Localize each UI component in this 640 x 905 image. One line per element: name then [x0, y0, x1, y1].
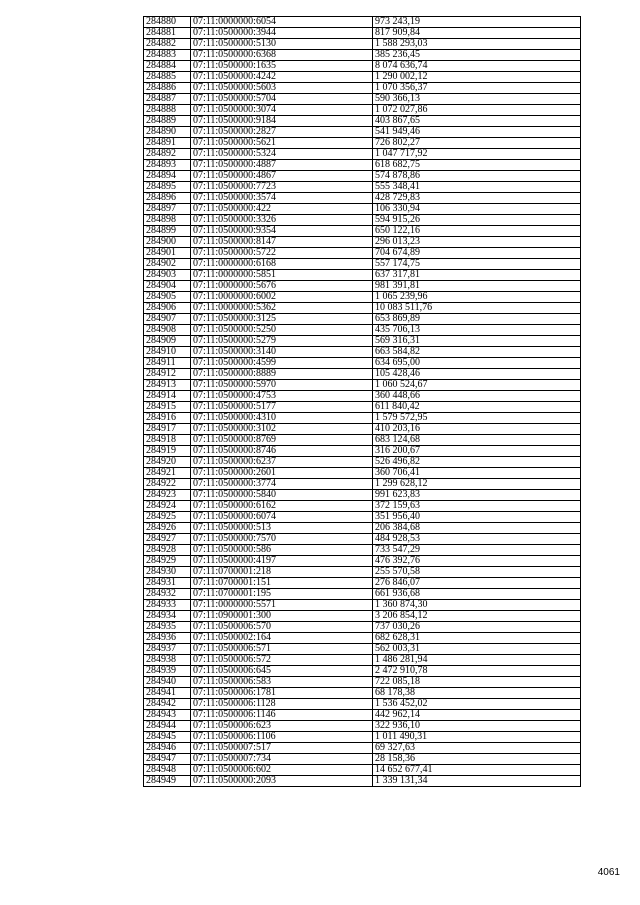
- row-index-cell: 284923: [144, 490, 191, 501]
- table-row: [144, 369, 581, 380]
- value-cell: 360 448,66: [373, 391, 581, 402]
- table-row: [144, 193, 581, 204]
- value-cell: 28 158,36: [373, 754, 581, 765]
- cadastral-number-cell: 07:11:0500000:6074: [191, 512, 373, 523]
- row-index-cell: 284918: [144, 435, 191, 446]
- value-cell: 574 878,86: [373, 171, 581, 182]
- cadastral-number-cell: 07:11:0700001:195: [191, 589, 373, 600]
- row-index-cell: 284895: [144, 182, 191, 193]
- value-cell: 69 327,63: [373, 743, 581, 754]
- cadastral-number-cell: 07:11:0500000:3326: [191, 215, 373, 226]
- row-index-cell: 284894: [144, 171, 191, 182]
- row-index-cell: 284913: [144, 380, 191, 391]
- row-index-cell: 284917: [144, 424, 191, 435]
- cadastral-number-cell: 07:11:0000000:5362: [191, 303, 373, 314]
- table-row: [144, 149, 581, 160]
- value-cell: 726 802,27: [373, 138, 581, 149]
- row-index-cell: 284902: [144, 259, 191, 270]
- value-cell: 14 652 677,41: [373, 765, 581, 776]
- table-row: [144, 215, 581, 226]
- row-index-cell: 284898: [144, 215, 191, 226]
- value-cell: 1 299 628,12: [373, 479, 581, 490]
- table-row: [144, 655, 581, 666]
- cadastral-number-cell: 07:11:0500006:572: [191, 655, 373, 666]
- cadastral-number-cell: 07:11:0500000:6237: [191, 457, 373, 468]
- table-row: [144, 556, 581, 567]
- cadastral-number-cell: 07:11:0500000:2827: [191, 127, 373, 138]
- value-cell: 653 869,89: [373, 314, 581, 325]
- table-row: [144, 347, 581, 358]
- value-cell: 682 628,31: [373, 633, 581, 644]
- page-number: 4061: [597, 867, 620, 878]
- cadastral-number-cell: 07:11:0000000:5571: [191, 600, 373, 611]
- table-row: [144, 545, 581, 556]
- cadastral-number-cell: 07:11:0500000:1635: [191, 61, 373, 72]
- value-cell: 526 496,82: [373, 457, 581, 468]
- cadastral-number-cell: 07:11:0500000:5324: [191, 149, 373, 160]
- value-cell: 1 486 281,94: [373, 655, 581, 666]
- cadastral-number-cell: 07:11:0500000:5279: [191, 336, 373, 347]
- value-cell: 541 949,46: [373, 127, 581, 138]
- row-index-cell: 284939: [144, 666, 191, 677]
- row-index-cell: 284907: [144, 314, 191, 325]
- table-row: [144, 391, 581, 402]
- table-row: [144, 336, 581, 347]
- cadastral-number-cell: 07:11:0500000:6368: [191, 50, 373, 61]
- row-index-cell: 284916: [144, 413, 191, 424]
- value-cell: 403 867,65: [373, 116, 581, 127]
- row-index-cell: 284943: [144, 710, 191, 721]
- row-index-cell: 284947: [144, 754, 191, 765]
- table-row: [144, 710, 581, 721]
- cadastral-number-cell: 07:11:0500006:571: [191, 644, 373, 655]
- value-cell: 1 339 131,34: [373, 776, 581, 787]
- row-index-cell: 284929: [144, 556, 191, 567]
- table-row: [144, 688, 581, 699]
- row-index-cell: 284883: [144, 50, 191, 61]
- cadastral-number-cell: 07:11:0500007:734: [191, 754, 373, 765]
- table-row: [144, 160, 581, 171]
- cadastral-number-cell: 07:11:0500000:422: [191, 204, 373, 215]
- cadastral-number-cell: 07:11:0500000:3944: [191, 28, 373, 39]
- cadastral-number-cell: 07:11:0500006:623: [191, 721, 373, 732]
- table-row: [144, 182, 581, 193]
- cadastral-number-cell: 07:11:0500000:8147: [191, 237, 373, 248]
- row-index-cell: 284938: [144, 655, 191, 666]
- value-cell: 1 011 490,31: [373, 732, 581, 743]
- value-cell: 1 060 524,67: [373, 380, 581, 391]
- table-row: [144, 413, 581, 424]
- cadastral-number-cell: 07:11:0500000:5970: [191, 380, 373, 391]
- table-row: [144, 765, 581, 776]
- table-row: [144, 61, 581, 72]
- row-index-cell: 284928: [144, 545, 191, 556]
- value-cell: 722 085,18: [373, 677, 581, 688]
- table-row: [144, 292, 581, 303]
- value-cell: 618 682,75: [373, 160, 581, 171]
- cadastral-number-cell: 07:11:0500006:1781: [191, 688, 373, 699]
- row-index-cell: 284884: [144, 61, 191, 72]
- value-cell: 973 243,19: [373, 17, 581, 28]
- row-index-cell: 284912: [144, 369, 191, 380]
- value-cell: 981 391,81: [373, 281, 581, 292]
- value-cell: 2 472 910,78: [373, 666, 581, 677]
- row-index-cell: 284942: [144, 699, 191, 710]
- table-row: [144, 611, 581, 622]
- value-cell: 1 072 027,86: [373, 105, 581, 116]
- row-index-cell: 284948: [144, 765, 191, 776]
- cadastral-number-cell: 07:11:0000000:5851: [191, 270, 373, 281]
- cadastral-value-table: [143, 16, 581, 787]
- value-cell: 569 316,31: [373, 336, 581, 347]
- table-row: [144, 523, 581, 534]
- value-cell: 991 623,83: [373, 490, 581, 501]
- row-index-cell: 284925: [144, 512, 191, 523]
- row-index-cell: 284888: [144, 105, 191, 116]
- cadastral-number-cell: 07:11:0500002:164: [191, 633, 373, 644]
- table-row: [144, 204, 581, 215]
- cadastral-number-cell: 07:11:0500006:583: [191, 677, 373, 688]
- value-cell: 1 579 572,95: [373, 413, 581, 424]
- table-row: [144, 50, 581, 61]
- value-cell: 737 030,26: [373, 622, 581, 633]
- table-row: [144, 28, 581, 39]
- cadastral-number-cell: 07:11:0500000:5722: [191, 248, 373, 259]
- cadastral-number-cell: 07:11:0500000:586: [191, 545, 373, 556]
- cadastral-number-cell: 07:11:0000000:6054: [191, 17, 373, 28]
- row-index-cell: 284921: [144, 468, 191, 479]
- value-cell: 428 729,83: [373, 193, 581, 204]
- cadastral-number-cell: 07:11:0500000:4599: [191, 358, 373, 369]
- row-index-cell: 284931: [144, 578, 191, 589]
- value-cell: 206 384,68: [373, 523, 581, 534]
- table-row: [144, 248, 581, 259]
- table-row: [144, 622, 581, 633]
- table-row: [144, 457, 581, 468]
- value-cell: 360 706,41: [373, 468, 581, 479]
- cadastral-number-cell: 07:11:0500000:4310: [191, 413, 373, 424]
- value-cell: 562 003,31: [373, 644, 581, 655]
- row-index-cell: 284880: [144, 17, 191, 28]
- table-row: [144, 743, 581, 754]
- value-cell: 555 348,41: [373, 182, 581, 193]
- row-index-cell: 284905: [144, 292, 191, 303]
- row-index-cell: 284900: [144, 237, 191, 248]
- cadastral-number-cell: 07:11:0500000:5177: [191, 402, 373, 413]
- table-row: [144, 776, 581, 787]
- cadastral-number-cell: 07:11:0500000:9354: [191, 226, 373, 237]
- value-cell: 704 674,89: [373, 248, 581, 259]
- row-index-cell: 284892: [144, 149, 191, 160]
- table-row: [144, 270, 581, 281]
- value-cell: 106 330,94: [373, 204, 581, 215]
- row-index-cell: 284945: [144, 732, 191, 743]
- table-row: [144, 259, 581, 270]
- value-cell: 590 366,13: [373, 94, 581, 105]
- cadastral-number-cell: 07:11:0500000:3574: [191, 193, 373, 204]
- table-row: [144, 303, 581, 314]
- row-index-cell: 284936: [144, 633, 191, 644]
- value-cell: 683 124,68: [373, 435, 581, 446]
- value-cell: 817 909,84: [373, 28, 581, 39]
- row-index-cell: 284914: [144, 391, 191, 402]
- row-index-cell: 284890: [144, 127, 191, 138]
- cadastral-number-cell: 07:11:0500000:3774: [191, 479, 373, 490]
- cadastral-number-cell: 07:11:0500000:4242: [191, 72, 373, 83]
- row-index-cell: 284910: [144, 347, 191, 358]
- row-index-cell: 284919: [144, 446, 191, 457]
- cadastral-number-cell: 07:11:0500007:517: [191, 743, 373, 754]
- table-row: [144, 589, 581, 600]
- cadastral-number-cell: 07:11:0500000:5621: [191, 138, 373, 149]
- table-row: [144, 358, 581, 369]
- row-index-cell: 284934: [144, 611, 191, 622]
- table-row: [144, 39, 581, 50]
- value-cell: 663 584,82: [373, 347, 581, 358]
- cadastral-number-cell: 07:11:0500006:1146: [191, 710, 373, 721]
- row-index-cell: 284941: [144, 688, 191, 699]
- row-index-cell: 284903: [144, 270, 191, 281]
- value-cell: 661 936,68: [373, 589, 581, 600]
- cadastral-number-cell: 07:11:0500000:2093: [191, 776, 373, 787]
- table-row: [144, 677, 581, 688]
- table-row: [144, 699, 581, 710]
- row-index-cell: 284889: [144, 116, 191, 127]
- table-row: [144, 171, 581, 182]
- row-index-cell: 284887: [144, 94, 191, 105]
- row-index-cell: 284944: [144, 721, 191, 732]
- table-row: [144, 468, 581, 479]
- row-index-cell: 284946: [144, 743, 191, 754]
- value-cell: 322 936,10: [373, 721, 581, 732]
- cadastral-number-cell: 07:11:0500000:4867: [191, 171, 373, 182]
- cadastral-number-cell: 07:11:0500000:5250: [191, 325, 373, 336]
- cadastral-number-cell: 07:11:0500006:1128: [191, 699, 373, 710]
- row-index-cell: 284909: [144, 336, 191, 347]
- value-cell: 634 695,00: [373, 358, 581, 369]
- table-row: [144, 754, 581, 765]
- row-index-cell: 284901: [144, 248, 191, 259]
- value-cell: 594 915,26: [373, 215, 581, 226]
- row-index-cell: 284932: [144, 589, 191, 600]
- table-row: [144, 226, 581, 237]
- table-row: [144, 402, 581, 413]
- value-cell: 385 236,45: [373, 50, 581, 61]
- value-cell: 68 178,38: [373, 688, 581, 699]
- value-cell: 3 206 854,12: [373, 611, 581, 622]
- value-cell: 372 159,63: [373, 501, 581, 512]
- cadastral-number-cell: 07:11:0500000:6162: [191, 501, 373, 512]
- table-row: [144, 446, 581, 457]
- cadastral-number-cell: 07:11:0500000:513: [191, 523, 373, 534]
- cadastral-number-cell: 07:11:0500006:602: [191, 765, 373, 776]
- table-row: [144, 83, 581, 94]
- value-cell: 611 840,42: [373, 402, 581, 413]
- cadastral-number-cell: 07:11:0500000:4753: [191, 391, 373, 402]
- table-row: [144, 435, 581, 446]
- table-row: [144, 633, 581, 644]
- table-row: [144, 314, 581, 325]
- cadastral-number-cell: 07:11:0900001:300: [191, 611, 373, 622]
- cadastral-number-cell: 07:11:0500000:5840: [191, 490, 373, 501]
- cadastral-number-cell: 07:11:0500000:4887: [191, 160, 373, 171]
- value-cell: 410 203,16: [373, 424, 581, 435]
- value-cell: 1 536 452,02: [373, 699, 581, 710]
- cadastral-number-cell: 07:11:0500000:2601: [191, 468, 373, 479]
- table-row: [144, 94, 581, 105]
- row-index-cell: 284915: [144, 402, 191, 413]
- value-cell: 484 928,53: [373, 534, 581, 545]
- table-row: [144, 17, 581, 28]
- cadastral-number-cell: 07:11:0700001:151: [191, 578, 373, 589]
- cadastral-number-cell: 07:11:0500000:3140: [191, 347, 373, 358]
- row-index-cell: 284904: [144, 281, 191, 292]
- table-row: [144, 666, 581, 677]
- row-index-cell: 284881: [144, 28, 191, 39]
- row-index-cell: 284922: [144, 479, 191, 490]
- row-index-cell: 284926: [144, 523, 191, 534]
- row-index-cell: 284930: [144, 567, 191, 578]
- table-row: [144, 534, 581, 545]
- cadastral-number-cell: 07:11:0500000:9184: [191, 116, 373, 127]
- table-row: [144, 281, 581, 292]
- row-index-cell: 284937: [144, 644, 191, 655]
- table-row: [144, 644, 581, 655]
- table-row: [144, 512, 581, 523]
- value-cell: 276 846,07: [373, 578, 581, 589]
- table-row: [144, 380, 581, 391]
- value-cell: 8 074 636,74: [373, 61, 581, 72]
- table-row: [144, 578, 581, 589]
- value-cell: 105 428,46: [373, 369, 581, 380]
- value-cell: 1 360 874,30: [373, 600, 581, 611]
- table-row: [144, 732, 581, 743]
- value-cell: 650 122,16: [373, 226, 581, 237]
- table-row: [144, 72, 581, 83]
- table-row: [144, 325, 581, 336]
- row-index-cell: 284911: [144, 358, 191, 369]
- cadastral-number-cell: 07:11:0500000:5603: [191, 83, 373, 94]
- cadastral-number-cell: 07:11:0000000:6168: [191, 259, 373, 270]
- table-row: [144, 116, 581, 127]
- cadastral-number-cell: 07:11:0500000:8889: [191, 369, 373, 380]
- row-index-cell: 284886: [144, 83, 191, 94]
- cadastral-number-cell: 07:11:0500000:4197: [191, 556, 373, 567]
- value-cell: 316 200,67: [373, 446, 581, 457]
- row-index-cell: 284920: [144, 457, 191, 468]
- row-index-cell: 284893: [144, 160, 191, 171]
- row-index-cell: 284940: [144, 677, 191, 688]
- value-cell: 1 047 717,92: [373, 149, 581, 160]
- value-cell: 1 070 356,37: [373, 83, 581, 94]
- table-body: [144, 17, 581, 787]
- cadastral-number-cell: 07:11:0000000:5676: [191, 281, 373, 292]
- cadastral-number-cell: 07:11:0500000:3102: [191, 424, 373, 435]
- table-row: [144, 479, 581, 490]
- value-cell: 1 065 239,96: [373, 292, 581, 303]
- value-cell: 442 962,14: [373, 710, 581, 721]
- value-cell: 435 706,13: [373, 325, 581, 336]
- cadastral-number-cell: 07:11:0500006:570: [191, 622, 373, 633]
- value-cell: 637 317,81: [373, 270, 581, 281]
- cadastral-number-cell: 07:11:0700001:218: [191, 567, 373, 578]
- row-index-cell: 284924: [144, 501, 191, 512]
- cadastral-number-cell: 07:11:0500000:5704: [191, 94, 373, 105]
- value-cell: 10 083 511,76: [373, 303, 581, 314]
- cadastral-number-cell: 07:11:0500000:5130: [191, 39, 373, 50]
- table-row: [144, 138, 581, 149]
- value-cell: 351 956,40: [373, 512, 581, 523]
- table-row: [144, 501, 581, 512]
- cadastral-number-cell: 07:11:0500000:3074: [191, 105, 373, 116]
- cadastral-number-cell: 07:11:0500000:8746: [191, 446, 373, 457]
- cadastral-number-cell: 07:11:0000000:6002: [191, 292, 373, 303]
- value-cell: 1 290 002,12: [373, 72, 581, 83]
- cadastral-number-cell: 07:11:0500006:1106: [191, 732, 373, 743]
- table-row: [144, 127, 581, 138]
- cadastral-number-cell: 07:11:0500000:3125: [191, 314, 373, 325]
- value-cell: 255 570,58: [373, 567, 581, 578]
- row-index-cell: 284949: [144, 776, 191, 787]
- cadastral-number-cell: 07:11:0500000:7723: [191, 182, 373, 193]
- table-row: [144, 490, 581, 501]
- row-index-cell: 284885: [144, 72, 191, 83]
- value-cell: 557 174,75: [373, 259, 581, 270]
- table-row: [144, 237, 581, 248]
- row-index-cell: 284882: [144, 39, 191, 50]
- row-index-cell: 284897: [144, 204, 191, 215]
- row-index-cell: 284927: [144, 534, 191, 545]
- cadastral-number-cell: 07:11:0500006:645: [191, 666, 373, 677]
- row-index-cell: 284935: [144, 622, 191, 633]
- row-index-cell: 284906: [144, 303, 191, 314]
- table-row: [144, 600, 581, 611]
- value-cell: 296 013,23: [373, 237, 581, 248]
- row-index-cell: 284908: [144, 325, 191, 336]
- row-index-cell: 284891: [144, 138, 191, 149]
- value-cell: 1 588 293,03: [373, 39, 581, 50]
- cadastral-number-cell: 07:11:0500000:8769: [191, 435, 373, 446]
- table-row: [144, 424, 581, 435]
- row-index-cell: 284896: [144, 193, 191, 204]
- table-row: [144, 105, 581, 116]
- row-index-cell: 284933: [144, 600, 191, 611]
- value-cell: 733 547,29: [373, 545, 581, 556]
- cadastral-number-cell: 07:11:0500000:7570: [191, 534, 373, 545]
- value-cell: 476 392,76: [373, 556, 581, 567]
- table-row: [144, 721, 581, 732]
- table-row: [144, 567, 581, 578]
- row-index-cell: 284899: [144, 226, 191, 237]
